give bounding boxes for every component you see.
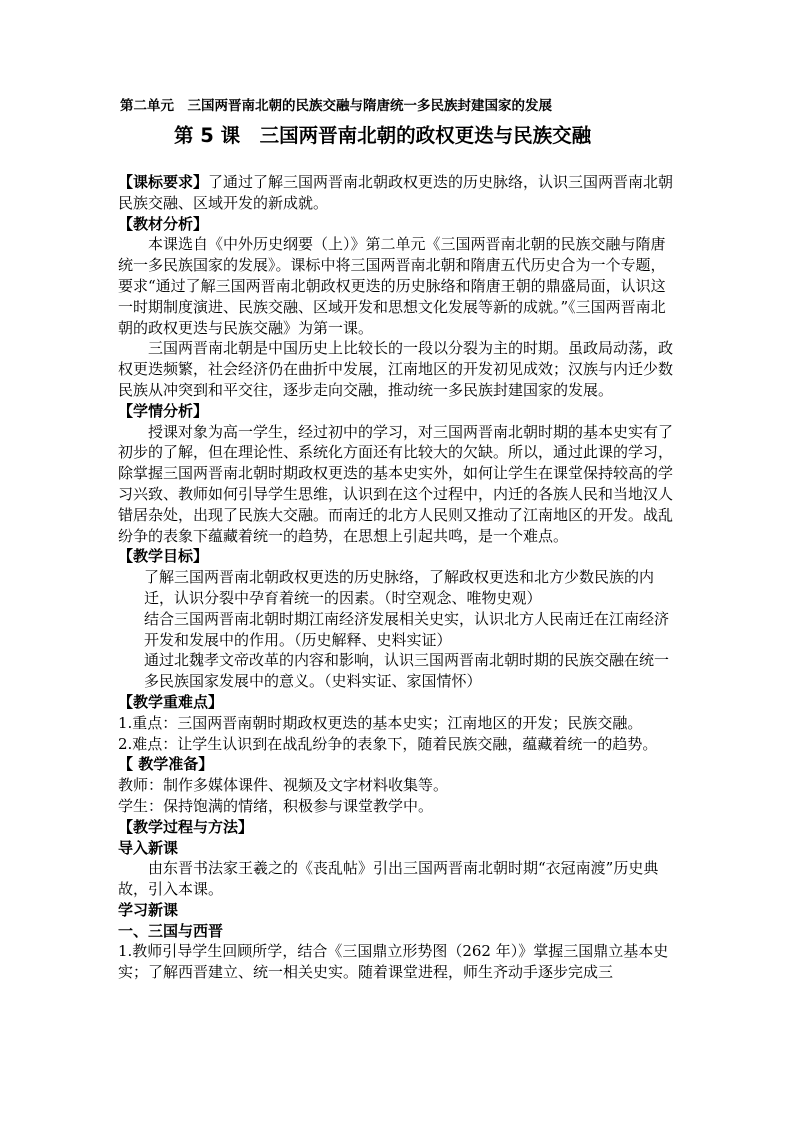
teaching-process-heading: 【教学过程与方法】 (118, 817, 254, 836)
difficult-point-item: 2.难点：让学生认识到在战乱纷争的表象下，随着民族交融，蕴藏着统一的趋势。 (118, 734, 658, 753)
student-analysis-paragraph: 授课对象为高一学生，经过初中的学习，对三国两晋南北朝时期的基本史实有了初步的了解，但在理论性、系统化方面还有比较大的欠缺。所以，通过此课的学习，除掌握三国两晋南北朝时期政权更迭的基本史实外，如何让学生在课堂保持较高的学习兴致、教师如何引导学生思维，认识到在这个过程中，内迁的各族人民和当地汉人错居杂处，出现了民族大交融。而南迁的北方人民则又推动了江南地区的开发。战乱纷争的表象下蕴藏着统一的趋势，在思想上引起共鸣，是一个难点。 (118, 422, 674, 545)
introduction-text: 由东晋书法家王羲之的《丧乱帖》引出三国两晋南北朝时期“衣冠南渡”历史典故，引入本课。 (118, 859, 659, 899)
section-one-heading: 一、三国与西晋 (118, 921, 224, 940)
key-point-item: 1.重点：三国两晋南朝时期政权更迭的基本史实；江南地区的开发；民族交融。 (118, 713, 643, 732)
lesson-title: 第 5 课 三国两晋南北朝的政权更迭与民族交融 (174, 124, 592, 147)
textbook-analysis-paragraph-1: 本课选自《中外历史纲要（上）》第二单元《三国两晋南北朝的民族交融与隋唐统一多民族国家的发展》。课标中将三国两晋南北朝和隋唐五代历史合为一个专题，要求“通过了解三国两晋南北朝政权更迭的历史脉络和隋唐王朝的鼎盛局面，认识这一时期制度演进、民族交融、区域开发和思想文化发展等新的成就。”《三国两晋南北朝的政权更迭与民族交融》为第一课。 (118, 235, 666, 337)
student-preparation: 学生：保持饱满的情绪，积极参与课堂教学中。 (118, 796, 434, 815)
teaching-goals-heading: 【教学目标】 (118, 547, 209, 566)
introduction-heading: 导入新课 (118, 838, 179, 857)
teaching-goal-item: 通过北魏孝文帝改革的内容和影响，认识三国两晋南北朝时期的民族交融在统一多民族国家发展中的意义。（史料实证、家国情怀） (144, 651, 670, 691)
key-difficult-points-heading: 【教学重难点】 (118, 692, 224, 711)
document-page (118, 90, 678, 983)
document-body (118, 172, 678, 983)
curriculum-requirement-heading: 【课标要求】 (118, 173, 209, 191)
teaching-goal-item: 了解三国两晋南北朝政权更迭的历史脉络，了解政权更迭和北方少数民族的内迁，认识分裂中孕育着统一的因素。（时空观念、唯物史观） (144, 568, 655, 607)
student-analysis-heading: 【学情分析】 (118, 401, 209, 420)
section-one-text: 1.教师引导学生回顾所学，结合《三国鼎立形势图（262 年）》掌握三国鼎立基本史实；了解西晋建立、统一相关史实。随着课堂进程，师生齐动手逐步完成三 (118, 942, 669, 982)
unit-title: 第二单元 三国两晋南北朝的民族交融与隋唐统一多民族封建国家的发展 (120, 98, 552, 114)
teaching-goal-item: 结合三国两晋南北朝时期江南经济发展相关史实，认识北方人民南迁在江南经济开发和发展中的作用。（历史解释、史料实证） (144, 609, 670, 649)
teacher-preparation: 教师：制作多媒体课件、视频及文字材料收集等。 (118, 776, 449, 795)
textbook-analysis-heading: 【教材分析】 (118, 214, 209, 233)
new-lesson-heading: 学习新课 (118, 900, 179, 919)
curriculum-requirement (118, 172, 678, 214)
curriculum-requirement-text: 了通过了解三国两晋南北朝政权更迭的历史脉络，认识三国两晋南北朝民族交融、区域开发的新成就。 (118, 173, 674, 212)
textbook-analysis-paragraph-2: 三国两晋南北朝是中国历史上比较长的一段以分裂为主的时期。虽政局动荡，政权更迭频繁，社会经济仍在曲折中发展，江南地区的开发初见成效；汉族与内迁少数民族从冲突到和平交往，逐步走向交融，推动统一多民族封建国家的发展。 (118, 339, 674, 399)
teaching-preparation-heading: 【 教学准备】 (118, 755, 214, 774)
